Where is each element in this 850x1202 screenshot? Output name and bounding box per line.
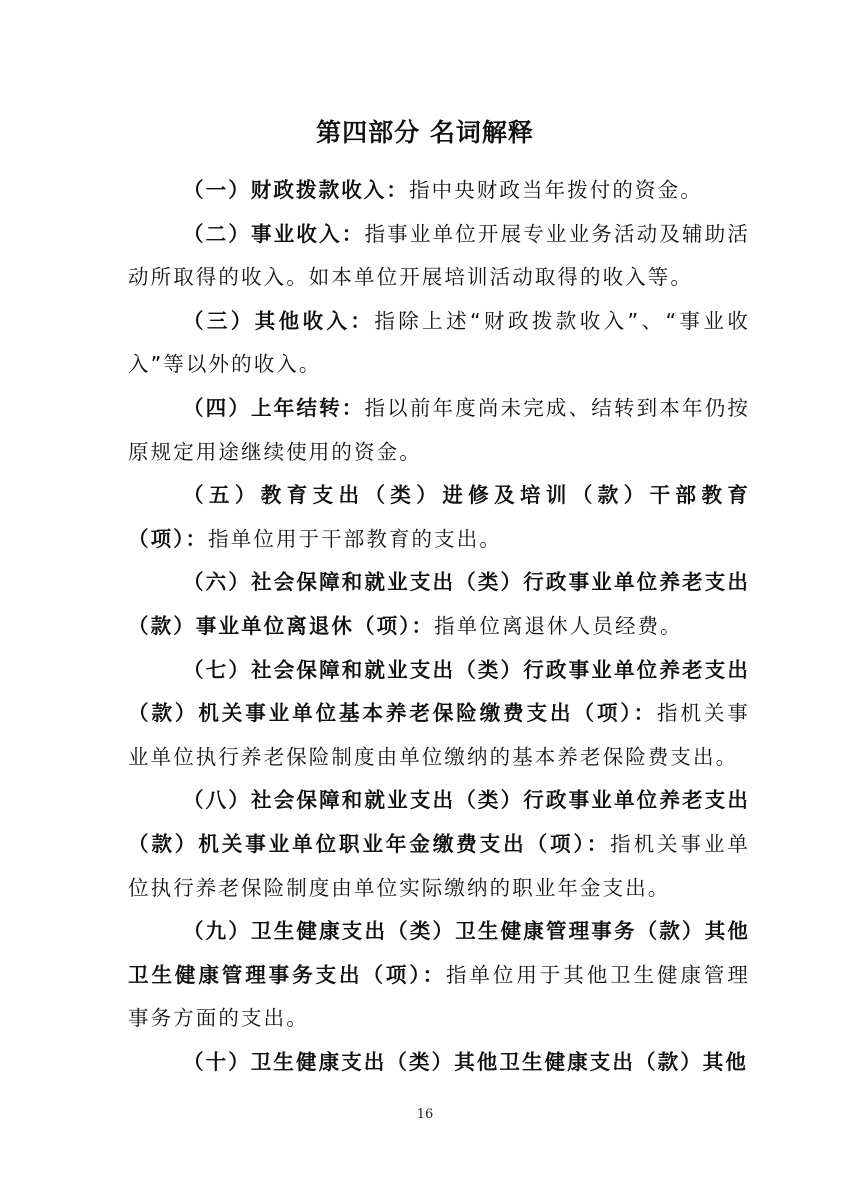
definition-term: （十）卫生健康支出（类）其他卫生健康支出（款）其他 xyxy=(183,1049,748,1074)
definition-text: 指机关事业单位执行养老保险制度由单位实际缴纳的职业年金支出。 xyxy=(128,831,750,900)
definition-item-4 xyxy=(128,387,750,474)
definition-term: （八）社会保障和就业支出（类）行政事业单位养老支出（款）机关事业单位职业年金缴费支出（项）： xyxy=(128,788,750,856)
definition-term: （六）社会保障和就业支出（类）行政事业单位养老支出（款）事业单位离退休（项）： xyxy=(128,570,750,638)
definition-text: 指机关事业单位执行养老保险制度由单位缴纳的基本养老保险费支出。 xyxy=(128,701,750,769)
definition-term: （三）其他收入： xyxy=(183,308,375,333)
definition-term: （七）社会保障和就业支出（类）行政事业单位养老支出（款）机关事业单位基本养老保险缴费支出（项）： xyxy=(128,657,750,726)
definition-item-7 xyxy=(128,649,750,780)
definition-item-9 xyxy=(128,910,750,1041)
definition-text: 指单位用于干部教育的支出。 xyxy=(208,526,502,551)
definition-text: 指除上述“财政拨款收入”、“事业收入”等以外的收入。 xyxy=(128,308,750,377)
definition-text: 指事业单位开展专业业务活动及辅助活动所取得的收入。如本单位开展培训活动取得的收入等。 xyxy=(128,221,750,290)
definition-item-8 xyxy=(128,779,750,910)
definition-item-10 xyxy=(128,1041,750,1085)
definition-item-2 xyxy=(128,213,750,300)
definition-term: （二）事业收入： xyxy=(183,221,365,246)
definition-term: （四）上年结转： xyxy=(183,395,365,420)
definitions-list xyxy=(128,169,750,1084)
definition-term: （五）教育支出（类）进修及培训（款）干部教育（项）： xyxy=(128,483,750,551)
definition-item-5 xyxy=(128,474,750,561)
definition-term: （一）财政拨款收入： xyxy=(183,178,409,202)
definition-item-1 xyxy=(128,169,750,213)
definition-item-3 xyxy=(128,300,750,387)
page-number: 16 xyxy=(416,1107,434,1122)
definition-text: 指单位离退休人员经费。 xyxy=(434,613,683,638)
definition-text: 指以前年度尚未完成、结转到本年仍按原规定用途继续使用的资金。 xyxy=(128,395,750,464)
definition-text: 指单位用于其他卫生健康管理事务方面的支出。 xyxy=(128,962,750,1031)
definition-term: （九）卫生健康支出（类）卫生健康管理事务（款）其他卫生健康管理事务支出（项）： xyxy=(128,919,750,987)
definition-text: 指中央财政当年拨付的资金。 xyxy=(409,178,703,202)
definition-item-6 xyxy=(128,561,750,648)
page-title: 第四部分 名词解释 xyxy=(316,118,534,147)
